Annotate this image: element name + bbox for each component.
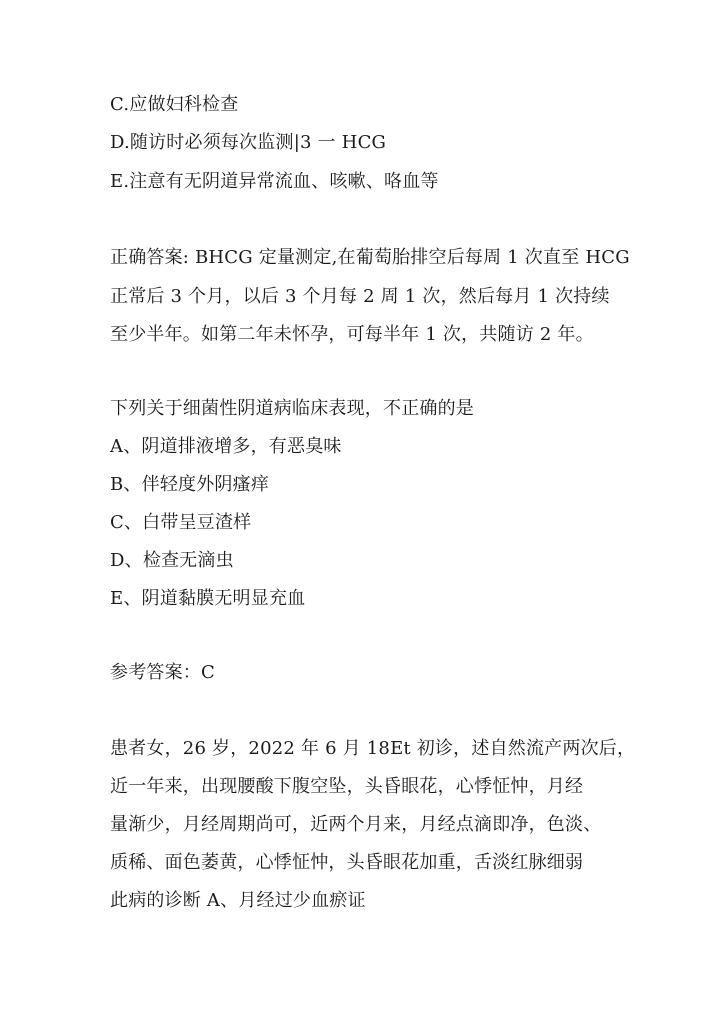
answer-line-1: 正确答案: BHCG 定量测定,在葡萄胎排空后每周 1 次直至 HCG bbox=[110, 247, 630, 268]
option-d: D.随访时必须每次监测|3 一 HCG bbox=[110, 132, 387, 153]
case-line-1: 患者女，26 岁，2022 年 6 月 18Et 初诊，述自然流产两次后， bbox=[110, 738, 636, 759]
option-b: B、伴轻度外阴瘙痒 bbox=[110, 474, 270, 495]
option-c: C、白带呈豆渣样 bbox=[110, 512, 252, 533]
question-stem: 下列关于细菌性阴道病临床表现，不正确的是 bbox=[110, 398, 474, 419]
answer-line-2: 正常后 3 个月，以后 3 个月每 2 周 1 次，然后每月 1 次持续 bbox=[110, 286, 610, 307]
answer-line-3: 至少半年。如第二年未怀孕，可每半年 1 次，共随访 2 年。 bbox=[110, 324, 594, 345]
case-line-3: 量渐少，月经周期尚可，近两个月来，月经点滴即净，色淡、 bbox=[110, 814, 602, 835]
option-e: E.注意有无阴道异常流血、咳嗽、咯血等 bbox=[110, 171, 439, 192]
case-line-5: 此病的诊断 A、月经过少血瘀证 bbox=[110, 890, 366, 911]
option-c: C.应做妇科检查 bbox=[110, 94, 239, 115]
case-line-4: 质稀、面色萎黄，心悸怔忡，头昏眼花加重，舌淡红脉细弱 bbox=[110, 852, 584, 873]
case-line-2: 近一年来，出现腰酸下腹空坠，头昏眼花，心悸怔忡，月经 bbox=[110, 776, 584, 797]
option-e: E、阴道黏膜无明显充血 bbox=[110, 588, 306, 609]
option-a: A、阴道排液增多，有恶臭味 bbox=[110, 436, 342, 457]
reference-answer: 参考答案：C bbox=[110, 662, 215, 683]
option-d: D、检查无滴虫 bbox=[110, 550, 234, 571]
